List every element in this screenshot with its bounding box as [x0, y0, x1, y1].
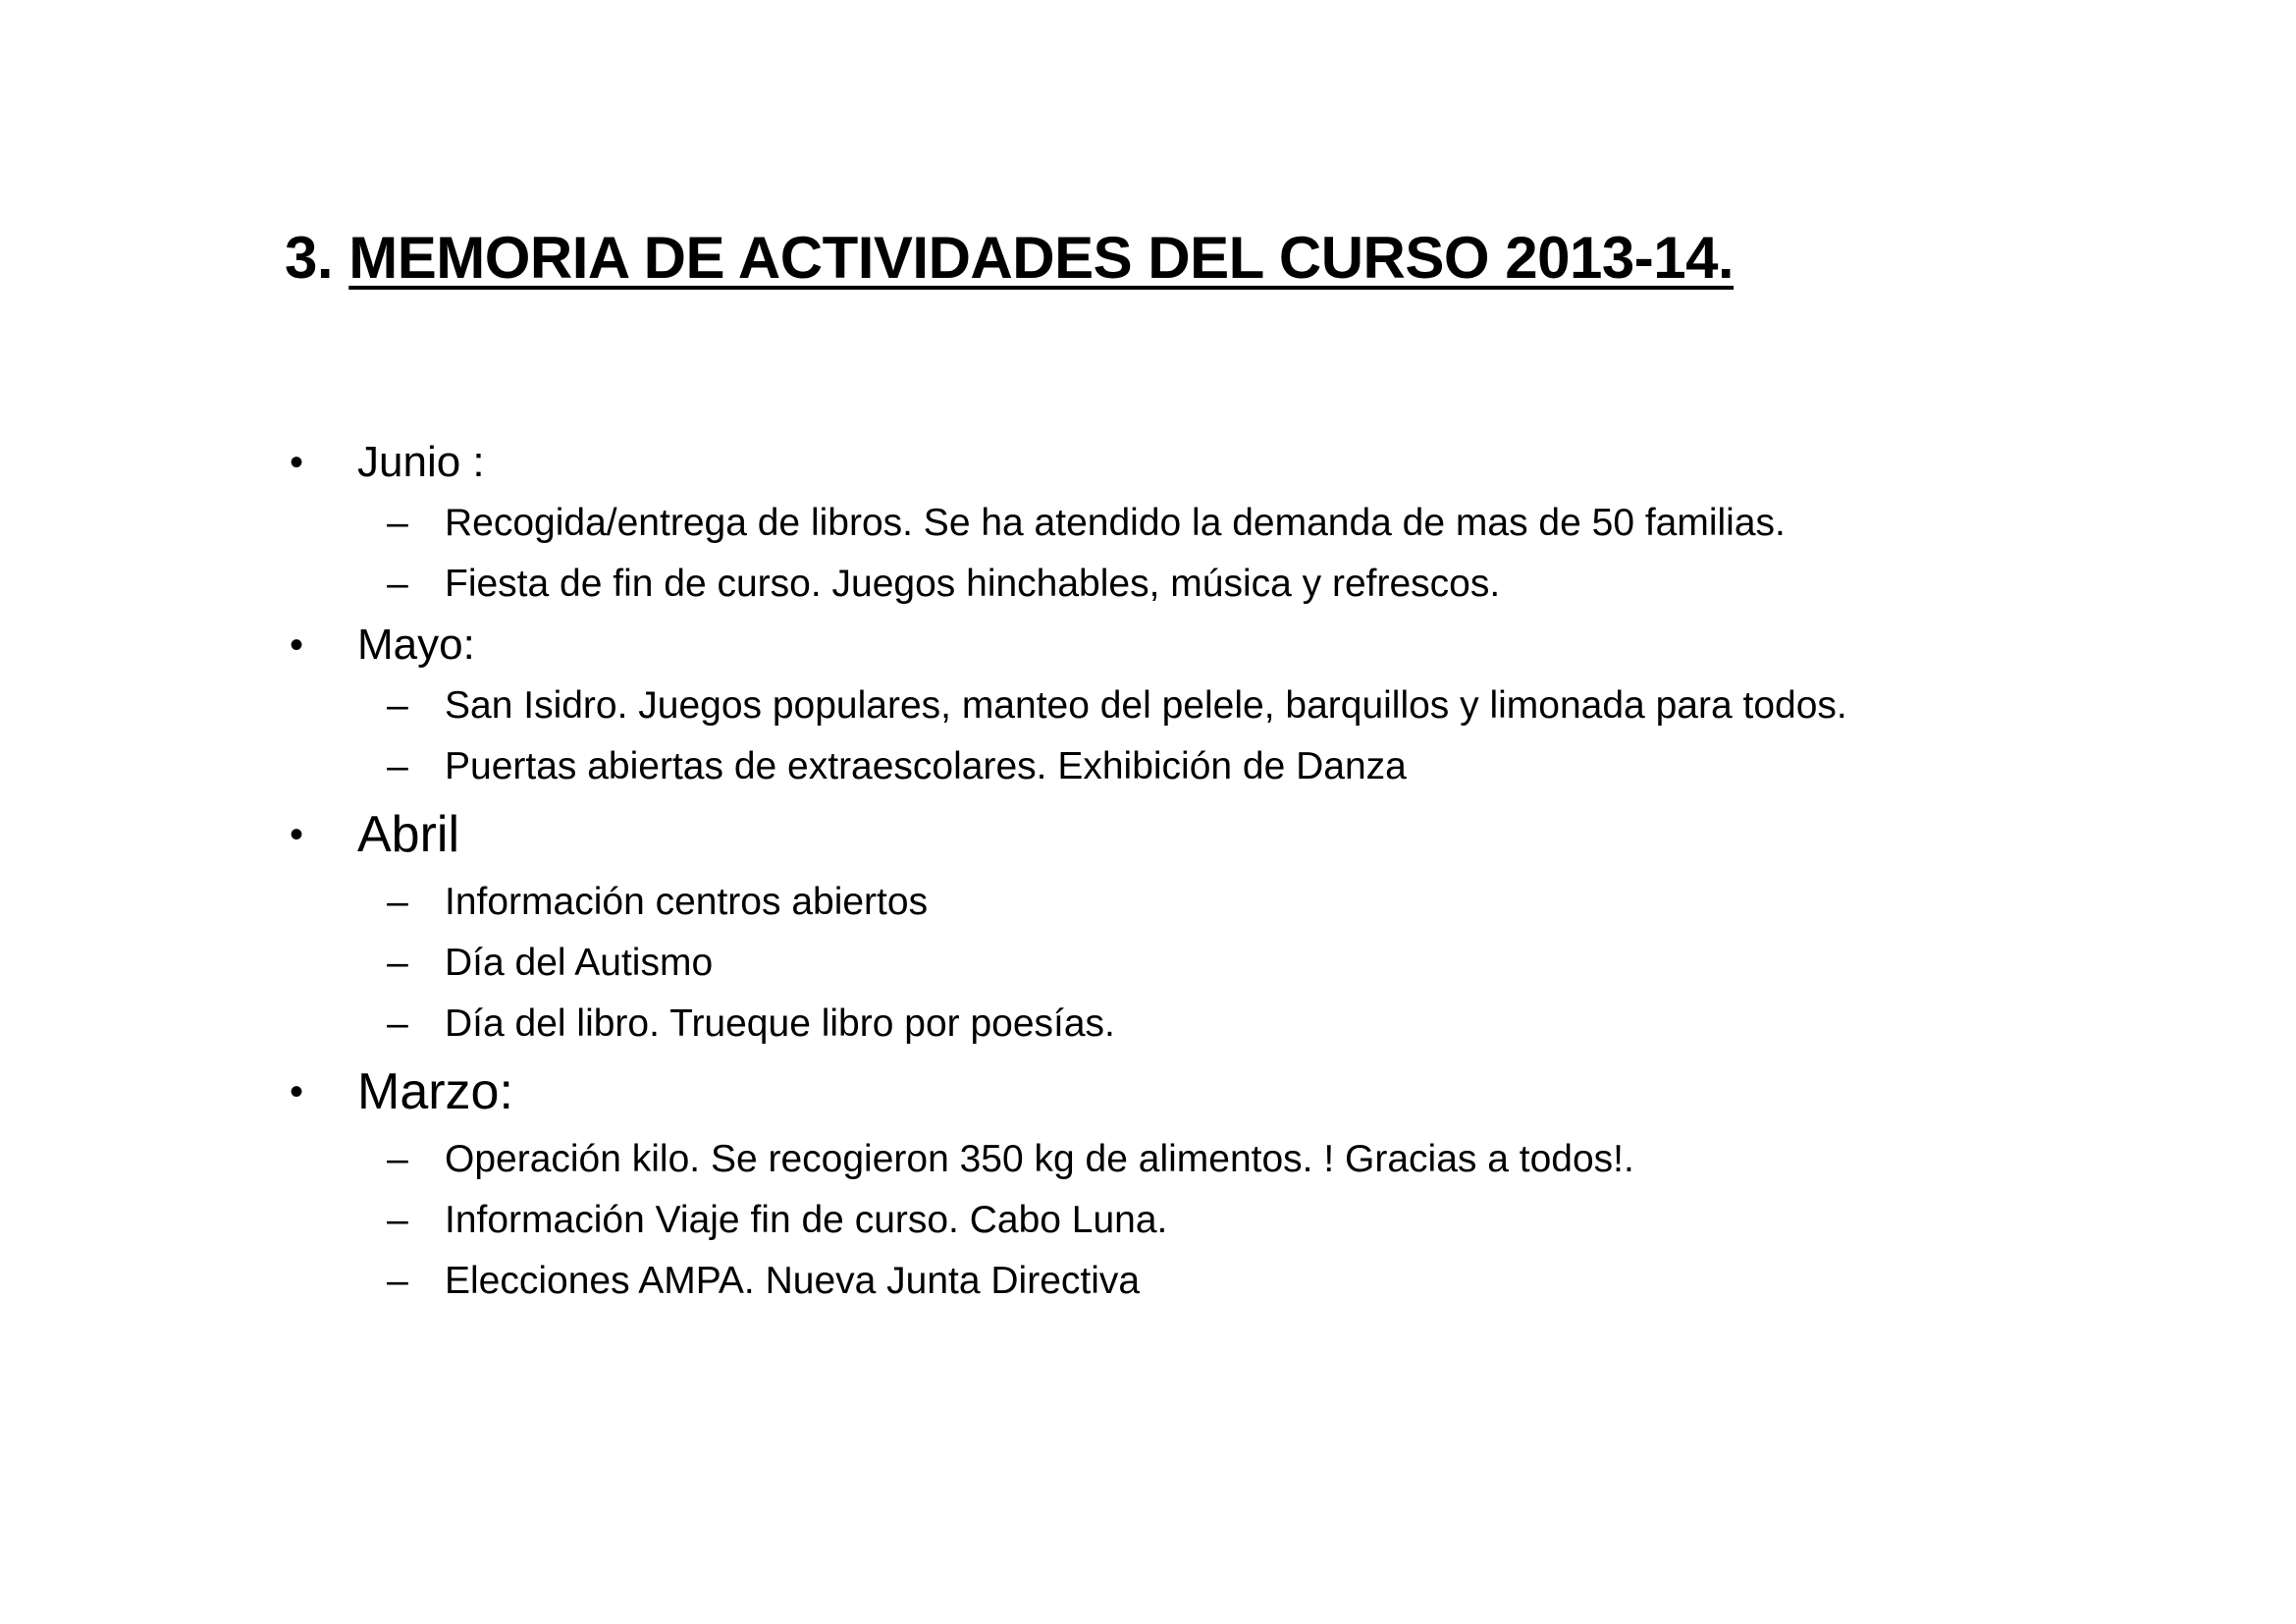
month-heading — [285, 432, 2209, 493]
title-text: MEMORIA DE ACTIVIDADES DEL CURSO 2013-14. — [348, 225, 1735, 291]
dash-icon: – — [387, 684, 408, 727]
list-item — [285, 933, 2209, 994]
month-heading — [285, 1055, 2209, 1129]
list-item — [285, 736, 2209, 797]
month-label: Mayo: — [357, 621, 475, 669]
item-text: Información centros abiertos — [445, 881, 929, 923]
dash-icon: – — [387, 745, 408, 787]
dash-icon: – — [387, 1260, 408, 1302]
title-number: 3. — [285, 225, 334, 291]
dash-icon: – — [387, 502, 408, 544]
list-item — [285, 1190, 2209, 1251]
item-text: Puertas abiertas de extraescolares. Exhibición de Danza — [445, 745, 1407, 787]
page-title — [285, 224, 1734, 292]
dash-icon: – — [387, 1138, 408, 1180]
dash-icon: – — [387, 1002, 408, 1045]
bullet-icon: • — [289, 623, 303, 667]
month-label: Marzo: — [357, 1063, 513, 1120]
dash-icon: – — [387, 563, 408, 605]
dash-icon: – — [387, 881, 408, 923]
item-text: Recogida/entrega de libros. Se ha atendido la demanda de mas de 50 familias. — [445, 502, 1786, 544]
month-label: Junio : — [357, 438, 485, 486]
bullet-icon: • — [289, 441, 303, 484]
section-abril — [285, 797, 2209, 1055]
bullet-icon: • — [289, 1070, 303, 1113]
month-heading — [285, 615, 2209, 676]
list-item — [285, 676, 2209, 736]
item-list — [285, 676, 2209, 797]
item-text: Información Viaje fin de curso. Cabo Luna. — [445, 1199, 1168, 1241]
item-text: Fiesta de fin de curso. Juegos hinchables, música y refrescos. — [445, 563, 1501, 605]
section-junio — [285, 432, 2209, 615]
activities-list — [285, 432, 2209, 1312]
list-item — [285, 994, 2209, 1055]
item-text: Operación kilo. Se recogieron 350 kg de alimentos. ! Gracias a todos!. — [445, 1138, 1634, 1180]
month-heading — [285, 797, 2209, 872]
list-item — [285, 872, 2209, 933]
list-item — [285, 1251, 2209, 1312]
list-item — [285, 1129, 2209, 1190]
item-text: San Isidro. Juegos populares, manteo del pelele, barquillos y limonada para todos. — [445, 684, 1847, 727]
item-list — [285, 1129, 2209, 1312]
list-item — [285, 493, 2209, 554]
dash-icon: – — [387, 1199, 408, 1241]
item-list — [285, 872, 2209, 1055]
item-list — [285, 493, 2209, 615]
dash-icon: – — [387, 942, 408, 984]
item-text: Día del Autismo — [445, 942, 714, 984]
section-marzo — [285, 1055, 2209, 1312]
item-text: Día del libro. Trueque libro por poesías. — [445, 1002, 1115, 1045]
month-label: Abril — [357, 806, 460, 863]
item-text: Elecciones AMPA. Nueva Junta Directiva — [445, 1260, 1141, 1302]
list-item — [285, 554, 2209, 615]
section-mayo — [285, 615, 2209, 797]
bullet-icon: • — [289, 813, 303, 856]
